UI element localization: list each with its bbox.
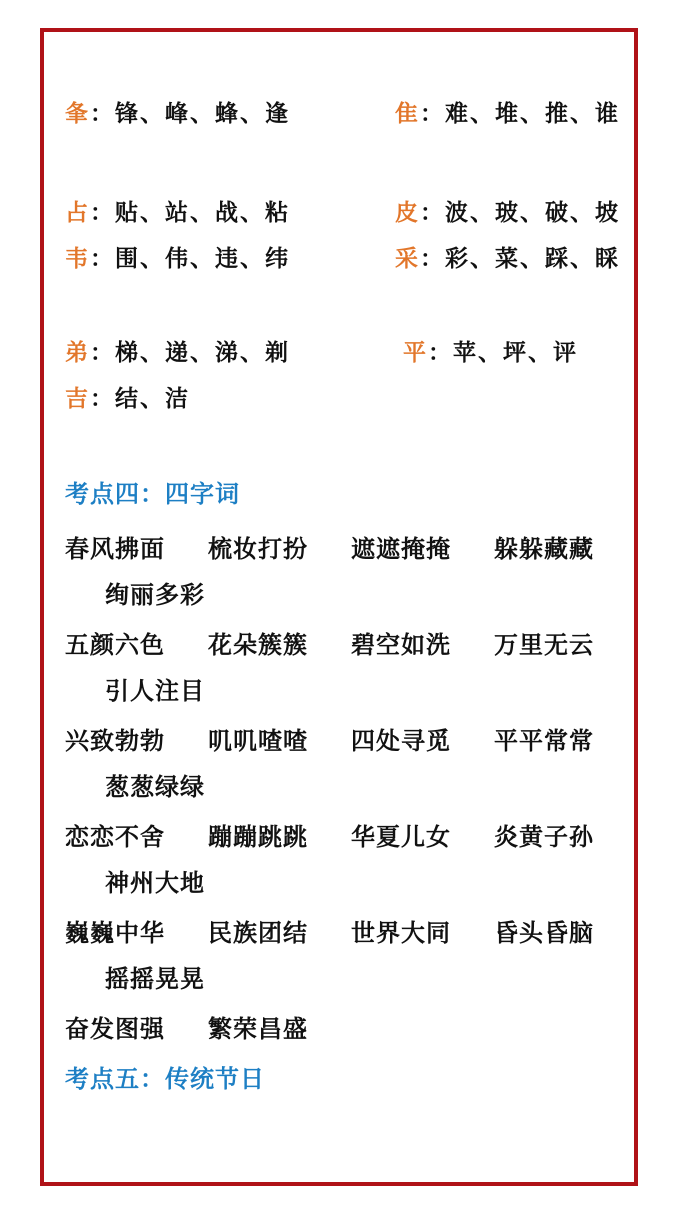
four-char-word: 昏头昏脑 [494,920,594,947]
lead-character: 吉 [65,385,90,411]
colon-separator: ： [90,339,115,365]
word-group [65,911,620,1003]
member-characters: 梯、递、涕、剃 [115,339,290,365]
lead-character: 韦 [65,245,90,271]
four-char-word: 四处寻觅 [351,728,451,755]
lead-character: 平 [403,339,428,365]
word-group [65,815,620,907]
char-family-entry [395,189,620,235]
four-char-word: 花朵簇簇 [208,632,308,659]
four-char-word: 葱葱绿绿 [105,774,205,801]
four-char-word: 春风拂面 [65,536,165,563]
char-family-entry [65,375,403,421]
four-char-word: 蹦蹦跳跳 [208,824,308,851]
four-char-word: 绚丽多彩 [105,582,205,609]
char-family-row [65,375,620,421]
char-family-group-2 [65,189,620,281]
four-char-word: 万里无云 [494,632,594,659]
member-characters: 彩、菜、踩、睬 [445,245,620,271]
char-family-group-1 [65,90,620,136]
char-family-entry [395,90,620,136]
section-heading-four-char-words: 考点四：四字词 [65,481,240,508]
four-char-word: 引人注目 [105,678,205,705]
char-family-entry [65,235,395,281]
colon-separator: ： [428,339,453,365]
char-family-entry [403,329,578,375]
word-row [65,911,620,957]
word-row [65,623,620,669]
lead-character: 占 [65,199,90,225]
word-row-continuation [65,669,620,715]
colon-separator: ： [420,100,445,126]
word-row-continuation [65,957,620,1003]
char-family-row [65,235,620,281]
word-row-continuation [65,765,620,811]
member-characters: 锋、峰、蜂、逢 [115,100,290,126]
word-row-continuation [65,861,620,907]
four-char-word: 摇摇晃晃 [105,966,205,993]
four-char-word: 神州大地 [105,870,205,897]
char-family-row [65,329,620,375]
colon-separator: ： [90,100,115,126]
page-border [40,28,638,1186]
member-characters: 围、伟、违、纬 [115,245,290,271]
char-family-group-3 [65,329,620,421]
four-char-word: 炎黄子孙 [494,824,594,851]
char-family-entry [65,189,395,235]
char-family-row [65,90,620,136]
four-char-word: 恋恋不舍 [65,824,165,851]
word-row [65,527,620,573]
word-row [65,719,620,765]
lead-character: 采 [395,245,420,271]
four-char-word: 碧空如洗 [351,632,451,659]
lead-character: 夆 [65,100,90,126]
lead-character: 隹 [395,100,420,126]
colon-separator: ： [420,199,445,225]
word-group [65,623,620,715]
four-char-word: 繁荣昌盛 [208,1016,308,1043]
char-family-entry [65,90,395,136]
member-characters: 结、洁 [115,385,190,411]
four-char-word: 巍巍中华 [65,920,165,947]
section-heading-traditional-festivals: 考点五：传统节日 [65,1066,265,1093]
char-family-entry [395,235,620,281]
lead-character: 皮 [395,199,420,225]
four-char-word: 平平常常 [494,728,594,755]
member-characters: 波、玻、破、坡 [445,199,620,225]
four-char-word: 遮遮掩掩 [351,536,451,563]
four-char-word: 民族团结 [208,920,308,947]
four-char-word: 梳妆打扮 [208,536,308,563]
word-group [65,527,620,619]
four-char-word: 世界大同 [351,920,451,947]
four-char-word: 华夏儿女 [351,824,451,851]
four-char-word: 五颜六色 [65,632,165,659]
colon-separator: ： [90,199,115,225]
colon-separator: ： [420,245,445,271]
word-row [65,1007,620,1053]
char-family-entry [65,329,403,375]
lead-character: 弟 [65,339,90,365]
colon-separator: ： [90,245,115,271]
member-characters: 难、堆、推、谁 [445,100,620,126]
word-row-continuation [65,573,620,619]
four-char-word: 兴致勃勃 [65,728,165,755]
four-char-word: 叽叽喳喳 [208,728,308,755]
word-group [65,1007,620,1053]
word-group [65,719,620,811]
page-content [44,32,634,1103]
four-char-word: 躲躲藏藏 [494,536,594,563]
four-char-word: 奋发图强 [65,1016,165,1043]
member-characters: 苹、坪、评 [453,339,578,365]
word-row [65,815,620,861]
member-characters: 贴、站、战、粘 [115,199,290,225]
colon-separator: ： [90,385,115,411]
char-family-row [65,189,620,235]
